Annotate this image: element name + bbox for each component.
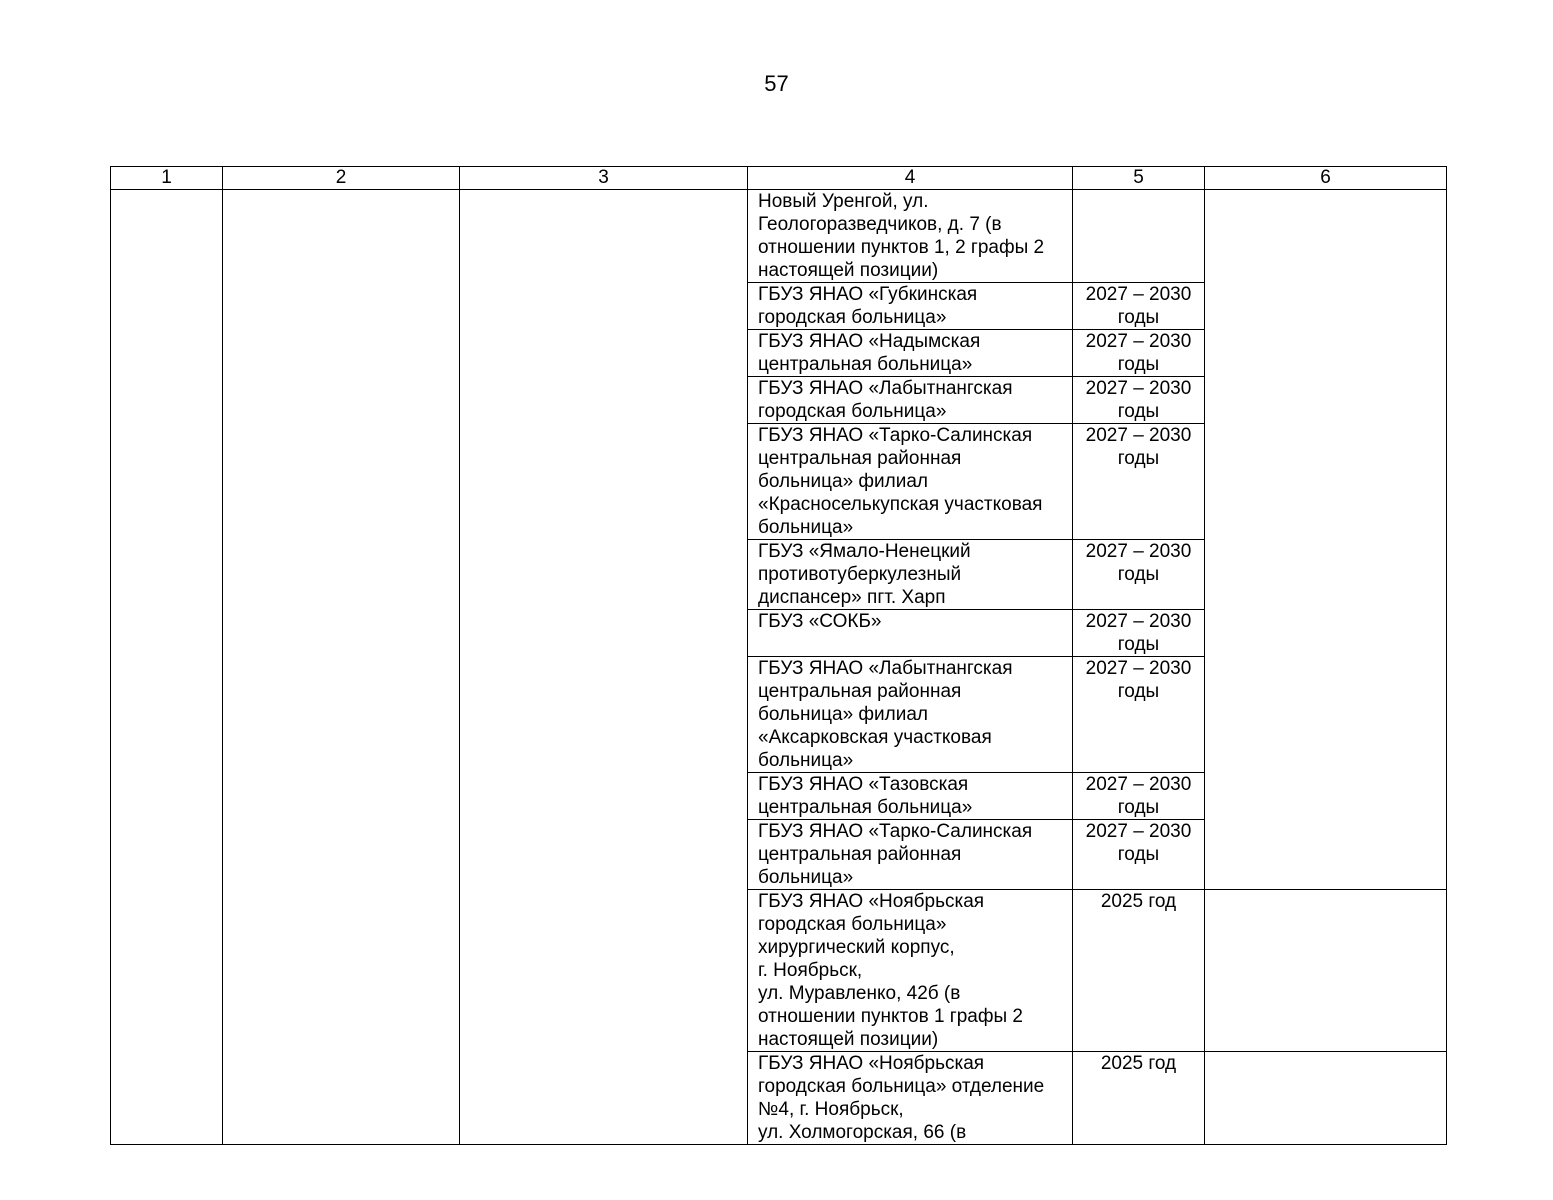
column-3-cell xyxy=(460,190,748,1145)
institution-cell: ГБУЗ «Ямало-Ненецкий противотуберкулезный диспансер» пгт. Харп xyxy=(748,540,1073,610)
institution-cell: ГБУЗ «СОКБ» xyxy=(748,610,1073,657)
page-number: 57 xyxy=(764,71,789,96)
column-header-3: 3 xyxy=(460,167,748,190)
period-cell: 2027 – 2030 годы xyxy=(1073,424,1205,540)
document-table xyxy=(110,166,1447,1145)
institution-cell: ГБУЗ ЯНАО «Ноябрьская городская больница» отделение №4, г. Ноябрьск, ул. Холмогорская, 66 (в xyxy=(748,1052,1073,1145)
column-6-cell xyxy=(1205,890,1447,1052)
institution-cell: ГБУЗ ЯНАО «Лабытнангская центральная районная больница» филиал «Аксарковская участковая больница» xyxy=(748,657,1073,773)
column-header-2: 2 xyxy=(223,167,460,190)
period-cell: 2027 – 2030 годы xyxy=(1073,330,1205,377)
period-cell: 2027 – 2030 годы xyxy=(1073,657,1205,773)
institution-cell: ГБУЗ ЯНАО «Тарко-Салинская центральная районная больница» филиал «Красноселькупская участковая больница» xyxy=(748,424,1073,540)
institution-cell: Новый Уренгой, ул. Геологоразведчиков, д. 7 (в отношении пунктов 1, 2 графы 2 настоящей позиции) xyxy=(748,190,1073,283)
period-cell: 2027 – 2030 годы xyxy=(1073,610,1205,657)
period-cell: 2027 – 2030 годы xyxy=(1073,540,1205,610)
period-cell: 2025 год xyxy=(1073,1052,1205,1145)
period-cell: 2027 – 2030 годы xyxy=(1073,820,1205,890)
period-cell: 2027 – 2030 годы xyxy=(1073,377,1205,424)
column-6-cell xyxy=(1205,190,1447,890)
period-cell: 2027 – 2030 годы xyxy=(1073,283,1205,330)
table-row xyxy=(111,190,1447,283)
institution-cell: ГБУЗ ЯНАО «Губкинская городская больница» xyxy=(748,283,1073,330)
institution-cell: ГБУЗ ЯНАО «Тазовская центральная больница» xyxy=(748,773,1073,820)
column-header-6: 6 xyxy=(1205,167,1447,190)
period-cell: 2025 год xyxy=(1073,890,1205,1052)
header-row xyxy=(111,167,1447,190)
period-cell xyxy=(1073,190,1205,283)
column-header-1: 1 xyxy=(111,167,223,190)
column-2-cell xyxy=(223,190,460,1145)
institution-cell: ГБУЗ ЯНАО «Лабытнангская городская больница» xyxy=(748,377,1073,424)
period-cell: 2027 – 2030 годы xyxy=(1073,773,1205,820)
column-header-4: 4 xyxy=(748,167,1073,190)
institution-cell: ГБУЗ ЯНАО «Надымская центральная больница» xyxy=(748,330,1073,377)
column-6-cell xyxy=(1205,1052,1447,1145)
institution-cell: ГБУЗ ЯНАО «Ноябрьская городская больница» хирургический корпус, г. Ноябрьск, ул. Муравленко, 42б (в отношении пунктов 1 графы 2 настоящей позиции) xyxy=(748,890,1073,1052)
institution-cell: ГБУЗ ЯНАО «Тарко-Салинская центральная районная больница» xyxy=(748,820,1073,890)
column-header-5: 5 xyxy=(1073,167,1205,190)
column-1-cell xyxy=(111,190,223,1145)
